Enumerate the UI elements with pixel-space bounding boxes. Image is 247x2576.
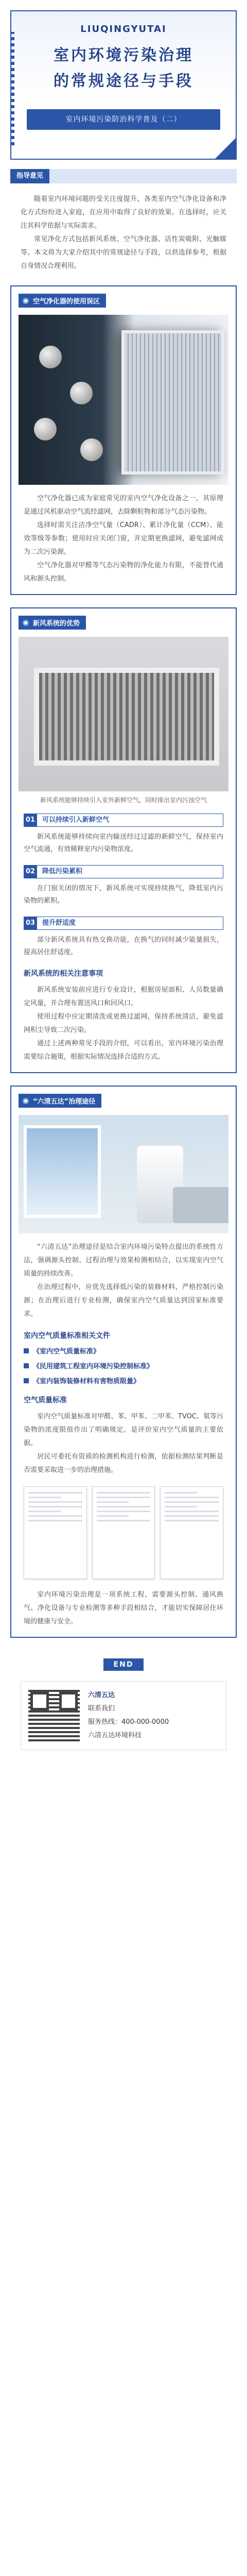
item-title: 提升舒适度 bbox=[37, 917, 223, 930]
text-line bbox=[97, 1511, 151, 1512]
card-tag-label: 空气净化器的使用误区 bbox=[33, 298, 100, 306]
contact-line: 六清五达环境科技 bbox=[88, 1732, 142, 1739]
subsection-heading: 空气质量标准 bbox=[24, 1396, 67, 1404]
list-item-label: 《室内装饰装修材料有害物质限量》 bbox=[33, 1378, 140, 1385]
document-thumbnails bbox=[24, 1486, 223, 1579]
item-number: 03 bbox=[24, 917, 37, 930]
closing-paragraph: 室内环境污染治理是一项系统工程，需要源头控制、通风换气、净化设备与专业检测等多种手段相结合，才能切实保障居住环境的健康与安全。 bbox=[24, 1591, 223, 1625]
vent-grille-graphic bbox=[34, 668, 219, 766]
intro-paragraph: 随着室内环境问题的受关注度提升，各类室内空气净化设备和净化方式纷纷进入家庭，在应用中取得了良好的效果。在选择时，应关注其科学依据与实际需求。 bbox=[21, 195, 226, 230]
text-line bbox=[97, 1497, 151, 1498]
list-item-label: 《室内空气质量标准》 bbox=[33, 1348, 100, 1355]
text-line bbox=[165, 1501, 219, 1503]
card-paragraph: 使用过程中应定期清洗或更换过滤网，保持系统清洁，避免滤网积尘导致二次污染。 bbox=[24, 1013, 223, 1034]
card-tag-label: “六清五达”治理途径 bbox=[33, 1098, 96, 1106]
card-paragraph: 空气净化器已成为家庭常见的室内空气净化设备之一，其原理是通过风机驱动空气流经滤网，去除颗粒物和部分气态污染物。 bbox=[24, 495, 223, 516]
text-line bbox=[28, 1492, 82, 1494]
article-subtitle: 室内环境污染防治科学普及（二） bbox=[27, 109, 220, 130]
document-page-thumbnail bbox=[92, 1486, 155, 1579]
section-tag: 指导意见 bbox=[10, 169, 49, 183]
vent-photo bbox=[19, 637, 228, 791]
article-page bbox=[0, 10, 247, 2576]
document-page-thumbnail bbox=[24, 1486, 87, 1579]
item-number: 01 bbox=[24, 814, 37, 827]
bullet-icon bbox=[23, 1098, 29, 1104]
text-line bbox=[165, 1497, 219, 1498]
intro-paragraph: 常见净化方式包括新风系统、空气净化器、活性炭吸附、光触媒等。本文将为大家介绍其中的常规途径与手段，以供选择参考，根据自身情况合理利用。 bbox=[21, 235, 226, 270]
particle-graphic bbox=[34, 418, 57, 440]
article-header bbox=[10, 10, 237, 160]
sofa-graphic bbox=[173, 1187, 228, 1223]
item-body: 在门窗关闭的情况下，新风系统可实现持续换气，降低室内污染物的累积。 bbox=[24, 885, 223, 905]
text-line bbox=[97, 1506, 151, 1507]
text-line bbox=[97, 1515, 129, 1517]
text-line bbox=[165, 1506, 197, 1507]
card-paragraph: 选择时需关注洁净空气量（CADR）、累计净化量（CCM）、能效等级等参数；使用时应关闭门窗，并定期更换滤网，避免滤网成为二次污染源。 bbox=[24, 521, 223, 556]
text-line bbox=[165, 1520, 219, 1521]
particle-graphic bbox=[39, 346, 62, 368]
bullet-icon bbox=[23, 298, 29, 304]
image-caption: 新风系统能够持续引入室外新鲜空气，同时排出室内污浊空气 bbox=[40, 796, 207, 804]
article-title-line2: 的常规途径与手段 bbox=[54, 72, 193, 90]
square-bullet-icon bbox=[24, 1348, 29, 1353]
text-line bbox=[97, 1501, 129, 1503]
text-line bbox=[28, 1506, 82, 1507]
numbered-item bbox=[24, 865, 223, 907]
card-paragraph: “六清五达”治理途径是结合室内环境污染特点提出的系统性方法，强调源头控制、过程治理与效果检测相结合，以实现室内空气质量的持续改善。 bbox=[24, 1243, 223, 1278]
item-title: 可以持续引入新鲜空气 bbox=[37, 814, 223, 827]
text-line bbox=[97, 1492, 151, 1494]
text-line bbox=[28, 1515, 82, 1517]
text-line bbox=[28, 1497, 61, 1498]
particle-graphic bbox=[80, 438, 103, 461]
text-line bbox=[28, 1511, 61, 1512]
filter-photo bbox=[19, 315, 228, 485]
card-paragraph: 居民可委托有资质的检测机构进行检测，依据检测结果判断是否需要采取进一步的治理措施。 bbox=[24, 1453, 223, 1474]
section-heading-bar bbox=[10, 169, 237, 183]
item-body: 部分新风系统具有热交换功能，在换气的同时减少能量损失，提高居住舒适度。 bbox=[24, 936, 223, 956]
text-line bbox=[165, 1515, 219, 1517]
square-bullet-icon bbox=[24, 1363, 29, 1368]
feature-card-ventilation bbox=[10, 607, 237, 1073]
end-marker bbox=[10, 1658, 237, 1671]
contact-info bbox=[88, 1689, 169, 1742]
card-tag-label: 新风系统的优势 bbox=[33, 620, 80, 628]
feature-card-purifier bbox=[10, 285, 237, 595]
list-item bbox=[24, 1346, 223, 1355]
living-room-photo bbox=[19, 1115, 228, 1233]
contact-card bbox=[21, 1681, 226, 1750]
filter-grid-graphic bbox=[121, 330, 224, 474]
item-body: 新风系统能够持续向室内输送经过过滤的新鲜空气，保持室内空气流通，有效稀释室内污染物浓度。 bbox=[24, 833, 223, 853]
list-item bbox=[24, 1361, 223, 1370]
contact-line: 服务热线：400-000-0000 bbox=[88, 1718, 169, 1726]
card-tag bbox=[19, 1094, 101, 1108]
list-item-label: 《民用建筑工程室内环境污染控制标准》 bbox=[33, 1363, 154, 1370]
subsection-heading: 室内空气质量标准相关文件 bbox=[24, 1332, 110, 1340]
corner-decoration bbox=[215, 138, 236, 159]
text-line bbox=[28, 1520, 82, 1521]
text-line bbox=[165, 1492, 197, 1494]
card-tag bbox=[19, 294, 106, 308]
text-line bbox=[165, 1511, 219, 1512]
numbered-item bbox=[24, 814, 223, 856]
text-line bbox=[97, 1520, 151, 1521]
subsection-heading: 新风系统的相关注意事项 bbox=[24, 970, 103, 978]
document-page-thumbnail bbox=[160, 1486, 223, 1579]
window-graphic bbox=[24, 1125, 101, 1218]
card-paragraph: 空气净化器对甲醛等气态污染物的净化能力有限，不能替代通风和源头控制。 bbox=[24, 562, 223, 583]
contact-label: 联系我们 bbox=[88, 1705, 115, 1713]
particle-graphic bbox=[70, 382, 93, 404]
card-paragraph: 通过上述两种常见手段的介绍，可以看出，室内环境污染治理需要综合施策，根据实际情况选择合适的方式。 bbox=[24, 1040, 223, 1061]
qr-code[interactable] bbox=[28, 1690, 80, 1741]
numbered-item bbox=[24, 917, 223, 959]
brand-name: LIUQINGYUTAI bbox=[80, 24, 167, 35]
feature-card-methods bbox=[10, 1086, 237, 1638]
bullet-icon bbox=[23, 620, 29, 626]
card-paragraph: 新风系统安装前应进行专业设计，根据房屋面积、人员数量确定风量，并合理布置送风口和回风口。 bbox=[24, 986, 223, 1007]
card-paragraph: 在治理过程中，应优先选择低污染的装修材料，严格控制污染源；在治理后进行专业检测，确保室内空气质量达到国家标准要求。 bbox=[24, 1283, 223, 1318]
item-number: 02 bbox=[24, 865, 37, 878]
article-title-line1: 室内环境污染治理 bbox=[54, 46, 193, 64]
document-list bbox=[24, 1346, 223, 1385]
contact-name: 六清五达 bbox=[88, 1691, 115, 1699]
text-line bbox=[28, 1501, 82, 1503]
item-title: 降低污染累积 bbox=[37, 865, 223, 878]
list-item bbox=[24, 1376, 223, 1385]
card-tag bbox=[19, 616, 86, 630]
card-paragraph: 室内空气质量标准对甲醛、苯、甲苯、二甲苯、TVOC、氡等污染物的浓度限值作出了明确规定，是评价室内空气质量的主要依据。 bbox=[24, 1413, 223, 1447]
end-badge: END bbox=[103, 1658, 144, 1671]
square-bullet-icon bbox=[24, 1378, 29, 1383]
